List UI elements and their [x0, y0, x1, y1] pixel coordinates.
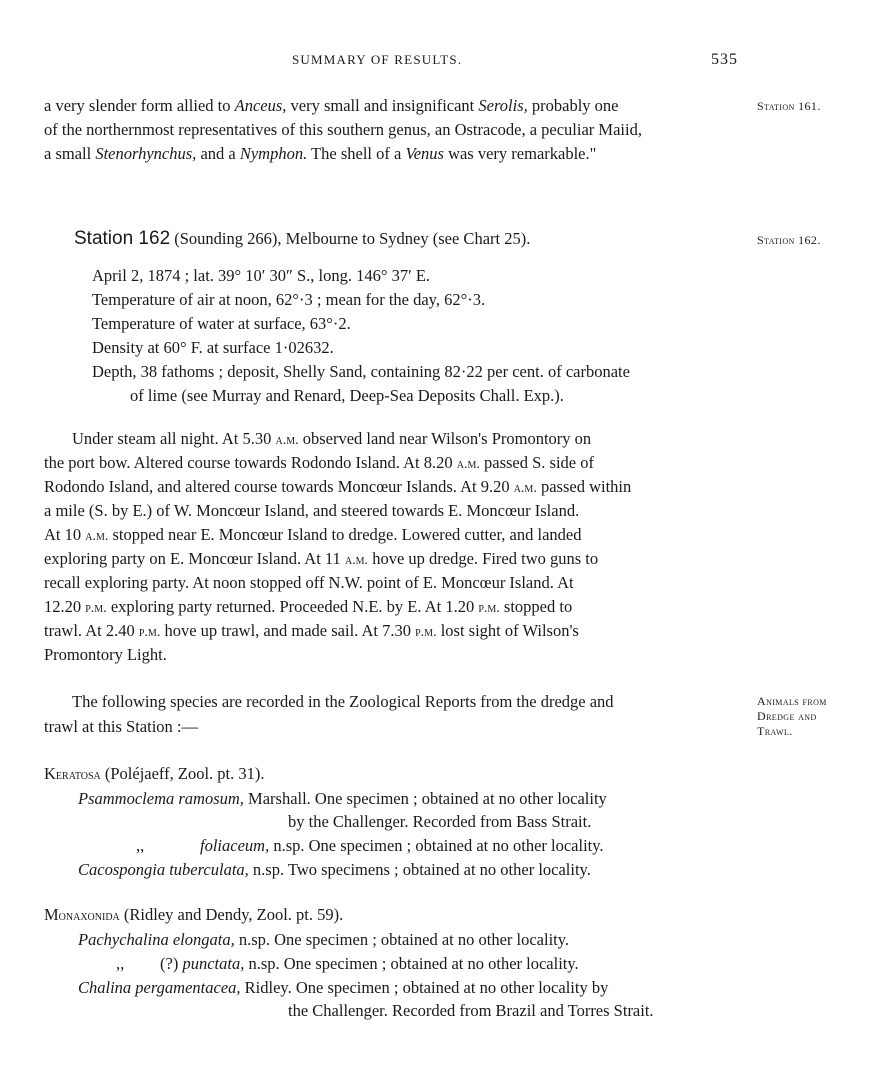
intro-line-3: a small Stenorhynchus, and a Nymphon. The shell of a Venus was very remarkable." [44, 144, 597, 163]
narrative-line-5: At 10 a.m. stopped near E. Moncœur Island to dredge. Lowered cutter, and landed [44, 525, 582, 544]
keratosa-entry-2-ditto: ,, [136, 836, 145, 855]
narrative-line-10: Promontory Light. [44, 645, 167, 664]
page-number: 535 [711, 51, 738, 68]
margin-note-station-161: Station 161. [757, 99, 821, 113]
monaxonida-entry-1: Pachychalina elongata, n.sp. One specimen ; obtained at no other locality. [78, 930, 570, 949]
narrative-line-6: exploring party on E. Moncœur Island. At 11 a.m. hove up dredge. Fired two guns to [44, 549, 599, 568]
narrative-line-1: Under steam all night. At 5.30 a.m. observed land near Wilson's Promontory on [72, 429, 592, 448]
station-detail-date: April 2, 1874 ; lat. 39° 10′ 30″ S., long. 146° 37′ E. [92, 266, 431, 285]
monaxonida-entry-2: (?) punctata, n.sp. One specimen ; obtained at no other locality. [160, 954, 579, 973]
narrative-line-7: recall exploring party. At noon stopped off N.W. point of E. Moncœur Island. At [44, 573, 574, 592]
intro-line-2: of the northernmost representatives of this southern genus, an Ostracode, a peculiar Maiid, [44, 120, 642, 139]
keratosa-entry-2: foliaceum, n.sp. One specimen ; obtained at no other locality. [200, 836, 604, 855]
keratosa-entry-1-cont: by the Challenger. Recorded from Bass Strait. [288, 812, 592, 831]
narrative-line-8: 12.20 p.m. exploring party returned. Proceeded N.E. by E. At 1.20 p.m. stopped to [44, 597, 573, 616]
keratosa-heading: Keratosa (Poléjaeff, Zool. pt. 31). [44, 764, 265, 783]
narrative-line-4: a mile (S. by E.) of W. Moncœur Island, and steered towards E. Moncœur Island. [44, 501, 580, 520]
station-heading-rest: (Sounding 266), Melbourne to Sydney (see Chart 25). [170, 229, 531, 248]
station-heading [74, 228, 530, 250]
station-detail-depth-cont: of lime (see Murray and Renard, Deep-Sea Deposits Chall. Exp.). [130, 386, 564, 405]
species-intro-line-1: The following species are recorded in the Zoological Reports from the dredge and [72, 692, 614, 711]
keratosa-entry-3: Cacospongia tuberculata, n.sp. Two specimens ; obtained at no other locality. [78, 860, 591, 879]
monaxonida-entry-3-cont: the Challenger. Recorded from Brazil and Torres Strait. [288, 1001, 654, 1020]
running-header-title: SUMMARY OF RESULTS. [292, 52, 463, 67]
station-detail-density: Density at 60° F. at surface 1·02632. [92, 338, 334, 357]
monaxonida-entry-2-ditto: ,, [116, 954, 125, 973]
keratosa-entry-1: Psammoclema ramosum, Marshall. One specimen ; obtained at no other locality [78, 789, 607, 808]
station-label: Station 162 [74, 228, 171, 249]
margin-note-station-162: Station 162. [757, 233, 821, 247]
station-detail-depth: Depth, 38 fathoms ; deposit, Shelly Sand, containing 82·22 per cent. of carbonate [92, 362, 630, 381]
station-detail-air-temp: Temperature of air at noon, 62°·3 ; mean for the day, 62°·3. [92, 290, 486, 309]
monaxonida-entry-3: Chalina pergamentacea, Ridley. One specimen ; obtained at no other locality by [78, 978, 609, 997]
monaxonida-heading: Monaxonida (Ridley and Dendy, Zool. pt. 59). [44, 905, 344, 924]
station-detail-water-temp: Temperature of water at surface, 63°·2. [92, 314, 351, 333]
margin-note-animals: Animals from Dredge and Trawl. [757, 694, 827, 738]
intro-line-1: a very slender form allied to Anceus, very small and insignificant Serolis, probably one [44, 96, 619, 115]
narrative-line-9: trawl. At 2.40 p.m. hove up trawl, and made sail. At 7.30 p.m. lost sight of Wilson's [44, 621, 579, 640]
species-intro-line-2: trawl at this Station :— [44, 717, 198, 736]
narrative-line-3: Rodondo Island, and altered course towards Moncœur Islands. At 9.20 a.m. passed within [44, 477, 632, 496]
narrative-line-2: the port bow. Altered course towards Rodondo Island. At 8.20 a.m. passed S. side of [44, 453, 594, 472]
